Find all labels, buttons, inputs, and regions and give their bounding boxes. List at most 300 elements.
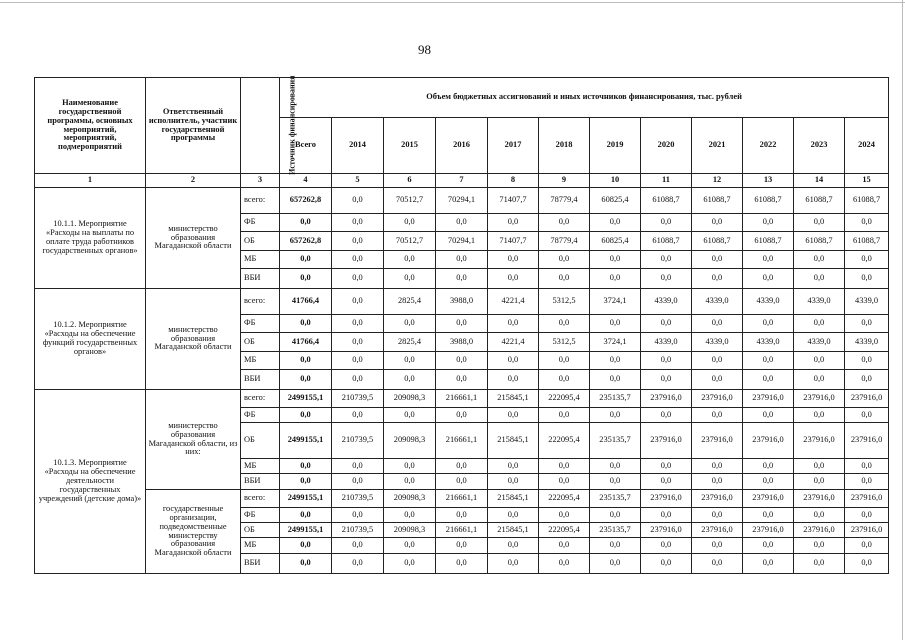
value-cell: 0,0 bbox=[384, 370, 436, 390]
header-group: Объем бюджетных ассигнований и иных источников финансирования, тыс. рублей bbox=[280, 78, 889, 118]
value-cell: 0,0 bbox=[590, 538, 641, 554]
value-cell: 61088,7 bbox=[692, 188, 743, 214]
header-year: 2019 bbox=[590, 118, 641, 174]
value-cell: 0,0 bbox=[794, 538, 845, 554]
value-cell: 209098,3 bbox=[384, 490, 436, 508]
funding-source: ФБ bbox=[241, 315, 280, 333]
value-cell: 0,0 bbox=[692, 269, 743, 289]
value-cell: 0,0 bbox=[332, 315, 384, 333]
value-cell: 235135,7 bbox=[590, 423, 641, 459]
value-cell: 237916,0 bbox=[794, 423, 845, 459]
value-cell: 0,0 bbox=[539, 370, 590, 390]
value-cell: 0,0 bbox=[590, 352, 641, 370]
header-col-number: 6 bbox=[384, 174, 436, 188]
value-cell: 4339,0 bbox=[692, 333, 743, 352]
value-cell: 0,0 bbox=[794, 214, 845, 232]
value-cell: 237916,0 bbox=[845, 490, 889, 508]
value-cell: 0,0 bbox=[692, 408, 743, 423]
value-cell: 222095,4 bbox=[539, 523, 590, 538]
value-cell: 0,0 bbox=[539, 554, 590, 574]
value-cell: 0,0 bbox=[384, 554, 436, 574]
value-cell: 237916,0 bbox=[692, 390, 743, 408]
value-cell: 0,0 bbox=[794, 352, 845, 370]
value-cell: 5312,5 bbox=[539, 289, 590, 315]
value-cell: 78779,4 bbox=[539, 188, 590, 214]
value-cell: 237916,0 bbox=[845, 390, 889, 408]
table-row bbox=[35, 188, 889, 214]
value-cell: 0,0 bbox=[794, 508, 845, 523]
header-year: 2023 bbox=[794, 118, 845, 174]
header-col-number: 4 bbox=[280, 174, 332, 188]
value-cell: 70294,1 bbox=[436, 232, 488, 251]
value-cell: 61088,7 bbox=[641, 188, 692, 214]
value-cell: 0,0 bbox=[692, 370, 743, 390]
value-cell: 61088,7 bbox=[845, 232, 889, 251]
header-col-number: 8 bbox=[488, 174, 539, 188]
value-cell: 0,0 bbox=[794, 315, 845, 333]
value-cell: 0,0 bbox=[641, 315, 692, 333]
value-cell: 0,0 bbox=[590, 474, 641, 490]
header-source: Источник финансирования bbox=[287, 75, 297, 175]
value-cell: 0,0 bbox=[436, 214, 488, 232]
value-cell: 0,0 bbox=[692, 538, 743, 554]
value-cell: 0,0 bbox=[794, 370, 845, 390]
funding-source: ВБИ bbox=[241, 269, 280, 289]
value-cell: 237916,0 bbox=[692, 423, 743, 459]
funding-source: всего: bbox=[241, 490, 280, 508]
value-cell: 0,0 bbox=[436, 508, 488, 523]
value-cell: 0,0 bbox=[280, 554, 332, 574]
value-cell: 0,0 bbox=[436, 554, 488, 574]
value-cell: 215845,1 bbox=[488, 523, 539, 538]
funding-source: всего: bbox=[241, 188, 280, 214]
value-cell: 235135,7 bbox=[590, 390, 641, 408]
value-cell: 0,0 bbox=[539, 352, 590, 370]
value-cell: 210739,5 bbox=[332, 523, 384, 538]
measure-name: 10.1.2. Мероприятие «Расходы на обеспечение функций государственных органов» bbox=[35, 289, 146, 390]
value-cell: 0,0 bbox=[332, 269, 384, 289]
value-cell: 2499155,1 bbox=[280, 390, 332, 408]
value-cell: 210739,5 bbox=[332, 490, 384, 508]
value-cell: 0,0 bbox=[743, 352, 794, 370]
value-cell: 0,0 bbox=[692, 214, 743, 232]
value-cell: 237916,0 bbox=[692, 523, 743, 538]
value-cell: 0,0 bbox=[436, 315, 488, 333]
value-cell: 0,0 bbox=[845, 214, 889, 232]
header-col-number: 1 bbox=[35, 174, 146, 188]
value-cell: 0,0 bbox=[692, 352, 743, 370]
header-year: 2017 bbox=[488, 118, 539, 174]
value-cell: 0,0 bbox=[845, 315, 889, 333]
table-row bbox=[35, 390, 889, 408]
value-cell: 209098,3 bbox=[384, 390, 436, 408]
value-cell: 0,0 bbox=[280, 538, 332, 554]
value-cell: 209098,3 bbox=[384, 423, 436, 459]
value-cell: 0,0 bbox=[488, 315, 539, 333]
value-cell: 0,0 bbox=[743, 474, 794, 490]
value-cell: 61088,7 bbox=[845, 188, 889, 214]
header-year: 2022 bbox=[743, 118, 794, 174]
value-cell: 222095,4 bbox=[539, 490, 590, 508]
value-cell: 41766,4 bbox=[280, 333, 332, 352]
value-cell: 0,0 bbox=[641, 214, 692, 232]
value-cell: 0,0 bbox=[280, 408, 332, 423]
value-cell: 0,0 bbox=[743, 554, 794, 574]
value-cell: 0,0 bbox=[794, 269, 845, 289]
header-col-number: 3 bbox=[241, 174, 280, 188]
value-cell: 0,0 bbox=[590, 370, 641, 390]
value-cell: 4339,0 bbox=[641, 289, 692, 315]
value-cell: 61088,7 bbox=[641, 232, 692, 251]
value-cell: 216661,1 bbox=[436, 423, 488, 459]
value-cell: 0,0 bbox=[794, 474, 845, 490]
value-cell: 0,0 bbox=[539, 269, 590, 289]
executor: государственные организации, подведомственные министерству образования Магаданской области bbox=[146, 490, 241, 574]
funding-source: ОБ bbox=[241, 333, 280, 352]
value-cell: 3724,1 bbox=[590, 289, 641, 315]
value-cell: 61088,7 bbox=[743, 232, 794, 251]
value-cell: 235135,7 bbox=[590, 523, 641, 538]
value-cell: 237916,0 bbox=[641, 523, 692, 538]
header-col-number: 13 bbox=[743, 174, 794, 188]
value-cell: 0,0 bbox=[332, 459, 384, 474]
header-year: 2024 bbox=[845, 118, 889, 174]
value-cell: 0,0 bbox=[845, 370, 889, 390]
value-cell: 0,0 bbox=[436, 474, 488, 490]
value-cell: 2825,4 bbox=[384, 289, 436, 315]
value-cell: 4339,0 bbox=[743, 333, 794, 352]
value-cell: 4339,0 bbox=[641, 333, 692, 352]
value-cell: 0,0 bbox=[384, 459, 436, 474]
value-cell: 237916,0 bbox=[692, 490, 743, 508]
value-cell: 0,0 bbox=[641, 352, 692, 370]
funding-source: ОБ bbox=[241, 232, 280, 251]
value-cell: 0,0 bbox=[794, 251, 845, 269]
value-cell: 0,0 bbox=[436, 370, 488, 390]
value-cell: 0,0 bbox=[590, 269, 641, 289]
value-cell: 0,0 bbox=[332, 508, 384, 523]
value-cell: 0,0 bbox=[332, 352, 384, 370]
value-cell: 0,0 bbox=[590, 459, 641, 474]
value-cell: 0,0 bbox=[436, 408, 488, 423]
value-cell: 71407,7 bbox=[488, 232, 539, 251]
value-cell: 3988,0 bbox=[436, 333, 488, 352]
value-cell: 0,0 bbox=[590, 408, 641, 423]
value-cell: 210739,5 bbox=[332, 390, 384, 408]
value-cell: 237916,0 bbox=[641, 490, 692, 508]
scan-edge-top bbox=[0, 2, 905, 3]
value-cell: 4339,0 bbox=[845, 289, 889, 315]
header-year: 2014 bbox=[332, 118, 384, 174]
value-cell: 0,0 bbox=[332, 188, 384, 214]
value-cell: 0,0 bbox=[590, 315, 641, 333]
value-cell: 0,0 bbox=[539, 214, 590, 232]
value-cell: 41766,4 bbox=[280, 289, 332, 315]
value-cell: 78779,4 bbox=[539, 232, 590, 251]
value-cell: 2499155,1 bbox=[280, 490, 332, 508]
executor: министерство образования Магаданской области, из них: bbox=[146, 390, 241, 490]
value-cell: 0,0 bbox=[384, 474, 436, 490]
value-cell: 0,0 bbox=[845, 474, 889, 490]
executor: министерство образования Магаданской области bbox=[146, 289, 241, 390]
value-cell: 4339,0 bbox=[845, 333, 889, 352]
header-source-cell bbox=[241, 75, 297, 175]
value-cell: 0,0 bbox=[539, 251, 590, 269]
value-cell: 0,0 bbox=[280, 370, 332, 390]
value-cell: 0,0 bbox=[845, 459, 889, 474]
value-cell: 0,0 bbox=[590, 214, 641, 232]
value-cell: 60825,4 bbox=[590, 232, 641, 251]
funding-source: МБ bbox=[241, 251, 280, 269]
value-cell: 0,0 bbox=[794, 459, 845, 474]
value-cell: 70512,7 bbox=[384, 232, 436, 251]
value-cell: 0,0 bbox=[845, 251, 889, 269]
value-cell: 0,0 bbox=[384, 251, 436, 269]
value-cell: 0,0 bbox=[280, 459, 332, 474]
value-cell: 0,0 bbox=[280, 352, 332, 370]
value-cell: 0,0 bbox=[641, 538, 692, 554]
value-cell: 0,0 bbox=[743, 251, 794, 269]
value-cell: 0,0 bbox=[692, 459, 743, 474]
value-cell: 216661,1 bbox=[436, 523, 488, 538]
value-cell: 237916,0 bbox=[845, 523, 889, 538]
value-cell: 0,0 bbox=[332, 289, 384, 315]
value-cell: 61088,7 bbox=[743, 188, 794, 214]
budget-table bbox=[34, 77, 889, 574]
value-cell: 0,0 bbox=[641, 474, 692, 490]
header-col-number: 10 bbox=[590, 174, 641, 188]
value-cell: 0,0 bbox=[743, 508, 794, 523]
page-number: 98 bbox=[418, 42, 431, 57]
value-cell: 0,0 bbox=[488, 474, 539, 490]
value-cell: 0,0 bbox=[332, 554, 384, 574]
value-cell: 4339,0 bbox=[794, 333, 845, 352]
value-cell: 0,0 bbox=[845, 352, 889, 370]
value-cell: 0,0 bbox=[641, 554, 692, 574]
funding-source: ВБИ bbox=[241, 554, 280, 574]
table-row bbox=[35, 289, 889, 315]
header-col-number: 11 bbox=[641, 174, 692, 188]
value-cell: 71407,7 bbox=[488, 188, 539, 214]
value-cell: 657262,8 bbox=[280, 232, 332, 251]
value-cell: 215845,1 bbox=[488, 490, 539, 508]
value-cell: 0,0 bbox=[641, 370, 692, 390]
value-cell: 5312,5 bbox=[539, 333, 590, 352]
value-cell: 0,0 bbox=[794, 554, 845, 574]
value-cell: 61088,7 bbox=[794, 188, 845, 214]
header-year: Всего bbox=[280, 118, 332, 174]
value-cell: 657262,8 bbox=[280, 188, 332, 214]
header-executor: Ответственный исполнитель, участник государственной программы bbox=[146, 78, 241, 174]
value-cell: 0,0 bbox=[488, 459, 539, 474]
value-cell: 0,0 bbox=[641, 269, 692, 289]
value-cell: 0,0 bbox=[280, 269, 332, 289]
value-cell: 0,0 bbox=[332, 538, 384, 554]
value-cell: 0,0 bbox=[743, 459, 794, 474]
header-col-number: 15 bbox=[845, 174, 889, 188]
header-name: Наименование государственной программы, основных мероприятий, мероприятий, подмероприятий bbox=[35, 78, 146, 174]
value-cell: 0,0 bbox=[539, 508, 590, 523]
value-cell: 2499155,1 bbox=[280, 523, 332, 538]
value-cell: 0,0 bbox=[692, 508, 743, 523]
column-number-row bbox=[35, 174, 889, 188]
value-cell: 237916,0 bbox=[794, 390, 845, 408]
value-cell: 222095,4 bbox=[539, 390, 590, 408]
funding-source: ВБИ bbox=[241, 474, 280, 490]
value-cell: 0,0 bbox=[692, 474, 743, 490]
value-cell: 0,0 bbox=[332, 232, 384, 251]
value-cell: 2825,4 bbox=[384, 333, 436, 352]
value-cell: 237916,0 bbox=[743, 423, 794, 459]
value-cell: 0,0 bbox=[845, 554, 889, 574]
header-col-number: 12 bbox=[692, 174, 743, 188]
value-cell: 4339,0 bbox=[794, 289, 845, 315]
header-year: 2016 bbox=[436, 118, 488, 174]
value-cell: 215845,1 bbox=[488, 423, 539, 459]
value-cell: 216661,1 bbox=[436, 390, 488, 408]
funding-source: МБ bbox=[241, 538, 280, 554]
value-cell: 0,0 bbox=[743, 408, 794, 423]
measure-name: 10.1.3. Мероприятие «Расходы на обеспечение деятельности государственных учреждений (детские дома)» bbox=[35, 390, 146, 574]
value-cell: 237916,0 bbox=[641, 423, 692, 459]
measure-name: 10.1.1. Мероприятие «Расходы на выплаты по оплате труда работников государственных органов» bbox=[35, 188, 146, 289]
value-cell: 4339,0 bbox=[692, 289, 743, 315]
value-cell: 0,0 bbox=[539, 538, 590, 554]
value-cell: 0,0 bbox=[641, 508, 692, 523]
value-cell: 0,0 bbox=[743, 269, 794, 289]
value-cell: 0,0 bbox=[641, 408, 692, 423]
value-cell: 0,0 bbox=[384, 352, 436, 370]
value-cell: 0,0 bbox=[794, 408, 845, 423]
value-cell: 0,0 bbox=[384, 214, 436, 232]
value-cell: 0,0 bbox=[743, 370, 794, 390]
value-cell: 4221,4 bbox=[488, 289, 539, 315]
value-cell: 0,0 bbox=[384, 538, 436, 554]
header-col-number: 2 bbox=[146, 174, 241, 188]
header-year: 2018 bbox=[539, 118, 590, 174]
value-cell: 61088,7 bbox=[794, 232, 845, 251]
funding-source: ФБ bbox=[241, 508, 280, 523]
funding-source: ФБ bbox=[241, 214, 280, 232]
value-cell: 0,0 bbox=[280, 251, 332, 269]
value-cell: 237916,0 bbox=[641, 390, 692, 408]
table-row bbox=[35, 490, 889, 508]
value-cell: 0,0 bbox=[488, 214, 539, 232]
value-cell: 209098,3 bbox=[384, 523, 436, 538]
value-cell: 0,0 bbox=[488, 538, 539, 554]
value-cell: 237916,0 bbox=[845, 423, 889, 459]
value-cell: 0,0 bbox=[436, 269, 488, 289]
value-cell: 215845,1 bbox=[488, 390, 539, 408]
value-cell: 0,0 bbox=[488, 408, 539, 423]
funding-source: ВБИ bbox=[241, 370, 280, 390]
value-cell: 0,0 bbox=[539, 408, 590, 423]
value-cell: 0,0 bbox=[280, 474, 332, 490]
value-cell: 237916,0 bbox=[743, 490, 794, 508]
value-cell: 0,0 bbox=[332, 408, 384, 423]
value-cell: 0,0 bbox=[488, 352, 539, 370]
value-cell: 237916,0 bbox=[743, 523, 794, 538]
value-cell: 0,0 bbox=[436, 251, 488, 269]
value-cell: 0,0 bbox=[641, 251, 692, 269]
value-cell: 0,0 bbox=[539, 459, 590, 474]
table-body bbox=[35, 75, 889, 574]
value-cell: 0,0 bbox=[845, 408, 889, 423]
value-cell: 0,0 bbox=[384, 315, 436, 333]
value-cell: 0,0 bbox=[332, 214, 384, 232]
value-cell: 0,0 bbox=[280, 508, 332, 523]
value-cell: 0,0 bbox=[590, 508, 641, 523]
value-cell: 0,0 bbox=[743, 214, 794, 232]
value-cell: 0,0 bbox=[488, 251, 539, 269]
header-year: 2021 bbox=[692, 118, 743, 174]
header-col-number: 5 bbox=[332, 174, 384, 188]
value-cell: 0,0 bbox=[641, 459, 692, 474]
value-cell: 0,0 bbox=[332, 333, 384, 352]
value-cell: 0,0 bbox=[384, 269, 436, 289]
header-col-number: 9 bbox=[539, 174, 590, 188]
funding-source: ОБ bbox=[241, 523, 280, 538]
executor: министерство образования Магаданской области bbox=[146, 188, 241, 289]
value-cell: 0,0 bbox=[539, 315, 590, 333]
value-cell: 0,0 bbox=[692, 251, 743, 269]
value-cell: 4221,4 bbox=[488, 333, 539, 352]
value-cell: 0,0 bbox=[590, 554, 641, 574]
value-cell: 0,0 bbox=[692, 554, 743, 574]
value-cell: 222095,4 bbox=[539, 423, 590, 459]
value-cell: 0,0 bbox=[436, 459, 488, 474]
funding-source: всего: bbox=[241, 289, 280, 315]
value-cell: 237916,0 bbox=[743, 390, 794, 408]
value-cell: 0,0 bbox=[280, 214, 332, 232]
value-cell: 0,0 bbox=[332, 474, 384, 490]
value-cell: 0,0 bbox=[845, 269, 889, 289]
value-cell: 216661,1 bbox=[436, 490, 488, 508]
header-year: 2020 bbox=[641, 118, 692, 174]
value-cell: 0,0 bbox=[384, 508, 436, 523]
header-col-number: 14 bbox=[794, 174, 845, 188]
funding-source: МБ bbox=[241, 459, 280, 474]
header-year: 2015 bbox=[384, 118, 436, 174]
value-cell: 0,0 bbox=[692, 315, 743, 333]
value-cell: 235135,7 bbox=[590, 490, 641, 508]
value-cell: 4339,0 bbox=[743, 289, 794, 315]
value-cell: 0,0 bbox=[488, 508, 539, 523]
value-cell: 2499155,1 bbox=[280, 423, 332, 459]
value-cell: 3724,1 bbox=[590, 333, 641, 352]
header-row bbox=[35, 78, 889, 118]
value-cell: 0,0 bbox=[845, 538, 889, 554]
value-cell: 0,0 bbox=[590, 251, 641, 269]
value-cell: 70294,1 bbox=[436, 188, 488, 214]
value-cell: 0,0 bbox=[488, 370, 539, 390]
value-cell: 0,0 bbox=[436, 538, 488, 554]
value-cell: 3988,0 bbox=[436, 289, 488, 315]
funding-source: МБ bbox=[241, 352, 280, 370]
value-cell: 0,0 bbox=[332, 370, 384, 390]
header-col-number: 7 bbox=[436, 174, 488, 188]
funding-source: ОБ bbox=[241, 423, 280, 459]
funding-source: всего: bbox=[241, 390, 280, 408]
value-cell: 0,0 bbox=[539, 474, 590, 490]
value-cell: 237916,0 bbox=[794, 523, 845, 538]
value-cell: 60825,4 bbox=[590, 188, 641, 214]
value-cell: 0,0 bbox=[332, 251, 384, 269]
value-cell: 210739,5 bbox=[332, 423, 384, 459]
value-cell: 0,0 bbox=[743, 538, 794, 554]
value-cell: 0,0 bbox=[488, 554, 539, 574]
value-cell: 0,0 bbox=[488, 269, 539, 289]
